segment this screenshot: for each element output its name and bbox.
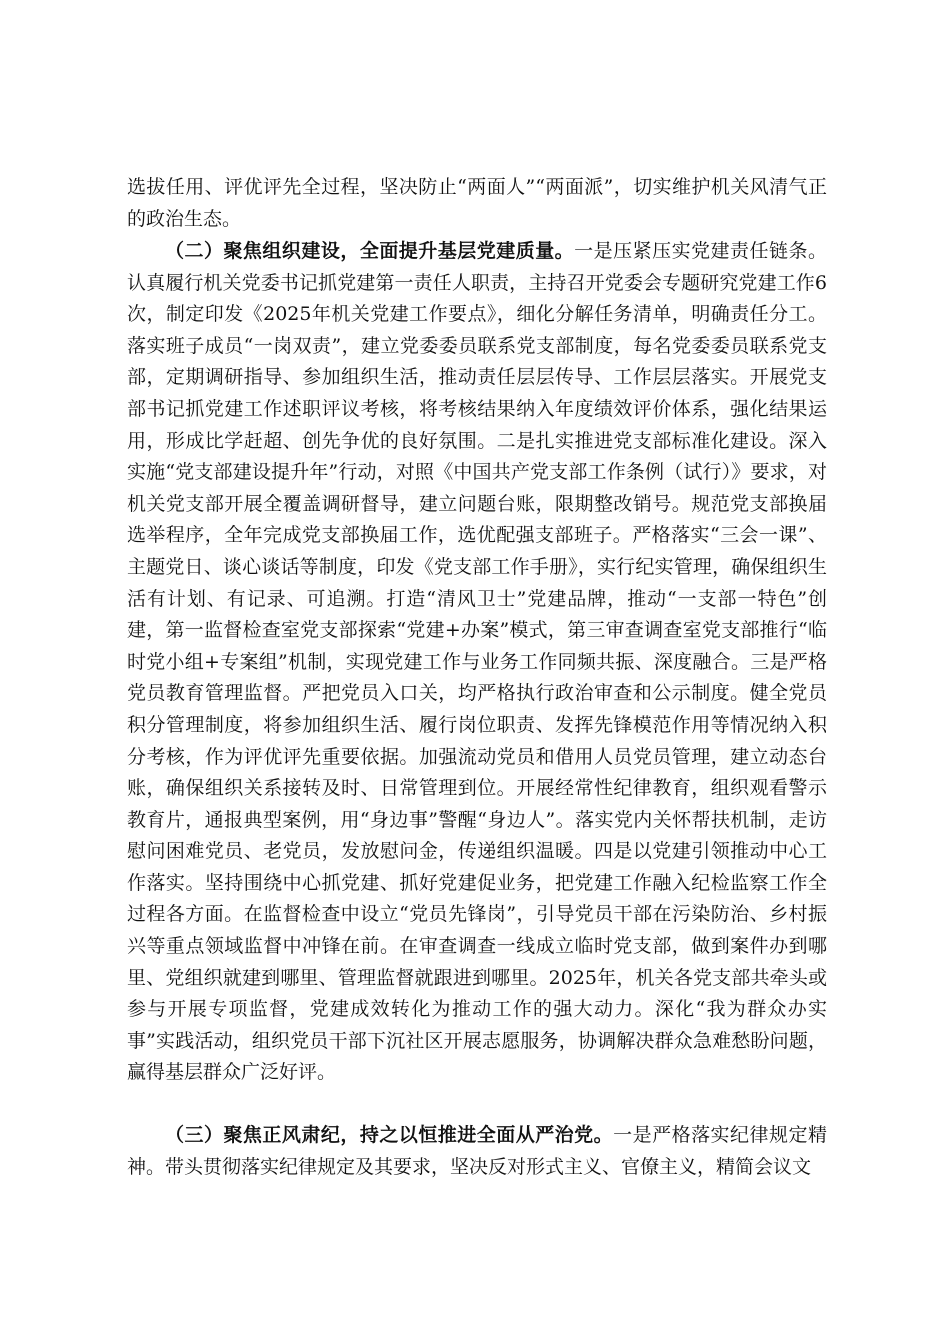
section-3-body: 一是严格落实纪律规定精神。带头贯彻落实纪律规定及其要求，坚决反对形式主义、官僚主义，精简会议文 — [127, 1124, 827, 1178]
section-3-text — [127, 1120, 827, 1183]
continued-paragraph-text: 选拔任用、评优评先全过程，坚决防止“两面人”“两面派”，切实维护机关风清气正的政治生态。 — [127, 176, 827, 230]
section-2-text — [127, 236, 827, 1089]
section-2-body: 一是压紧压实党建责任链条。认真履行机关党委书记抓党建第一责任人职责，主持召开党委会专题研究党建工作6次，制定印发《2025年机关党建工作要点》，细化分解任务清单，明确责任分工。落实班子成员“一岗双责”，建立党委委员联系党支部制度，每名党委委员联系党支部，定期调研指导、参加组织生活，推动责任层层传导、工作层层落实。开展党支部书记抓党建工作述职评议考核，将考核结果纳入年度绩效评价体系，强化结果运用，形成比学赶超、创先争优的良好氛围。二是扎实推进党支部标准化建设。深入实施“党支部建设提升年”行动，对照《中国共产党支部工作条例（试行）》要求，对机关党支部开展全覆盖调研督导，建立问题台账，限期整改销号。规范党支部换届选举程序，全年完成党支部换届工作，选优配强支部班子。严格落实“三会一课”、主题党日、谈心谈话等制度，印发《党支部工作手册》，实行纪实管理，确保组织生活有计划、有记录、可追溯。打造“清风卫士”党建品牌，推动“一支部一特色”创建，第一监督检查室党支部探索“党建+办案”模式，第三审查调查室党支部推行“临时党小组+专案组”机制，实现党建工作与业务工作同频共振、深度融合。三是严格党员教育管理监督。严把党员入口关，均严格执行政治审查和公示制度。健全党员积分管理制度，将参加组织生活、履行岗位职责、发挥先锋模范作用等情况纳入积分考核，作为评优评先重要依据。加强流动党员和借用人员党员管理，建立动态台账，确保组织关系接转及时、日常管理到位。开展经常性纪律教育，组织观看警示教育片，通报典型案例，用“身边事”警醒“身边人”。落实党内关怀帮扶机制，走访慰问困难党员、老党员，发放慰问金，传递组织温暖。四是以党建引领推动中心工作落实。坚持围绕中心抓党建、抓好党建促业务，把党建工作融入纪检监察工作全过程各方面。在监督检查中设立“党员先锋岗”，引导党员干部在污染防治、乡村振兴等重点领域监督中冲锋在前。在审查调查一线成立临时党支部，做到案件办到哪里、党组织就建到哪里、管理监督就跟进到哪里。2025年，机关各党支部共牵头或参与开展专项监督，党建成效转化为推动工作的强大动力。深化“我为群众办实事”实践活动，组织党员干部下沉社区开展志愿服务，协调解决群众急难愁盼问题，赢得基层群众广泛好评。 — [127, 240, 827, 1084]
section-2-paragraph — [127, 236, 827, 1089]
section-2-heading: （二）聚焦组织建设，全面提升基层党建质量。 — [165, 240, 575, 262]
section-3-paragraph — [127, 1120, 827, 1183]
continued-paragraph — [127, 172, 827, 235]
section-3-heading: （三）聚焦正风肃纪，持之以恒推进全面从严治党。 — [165, 1124, 614, 1146]
